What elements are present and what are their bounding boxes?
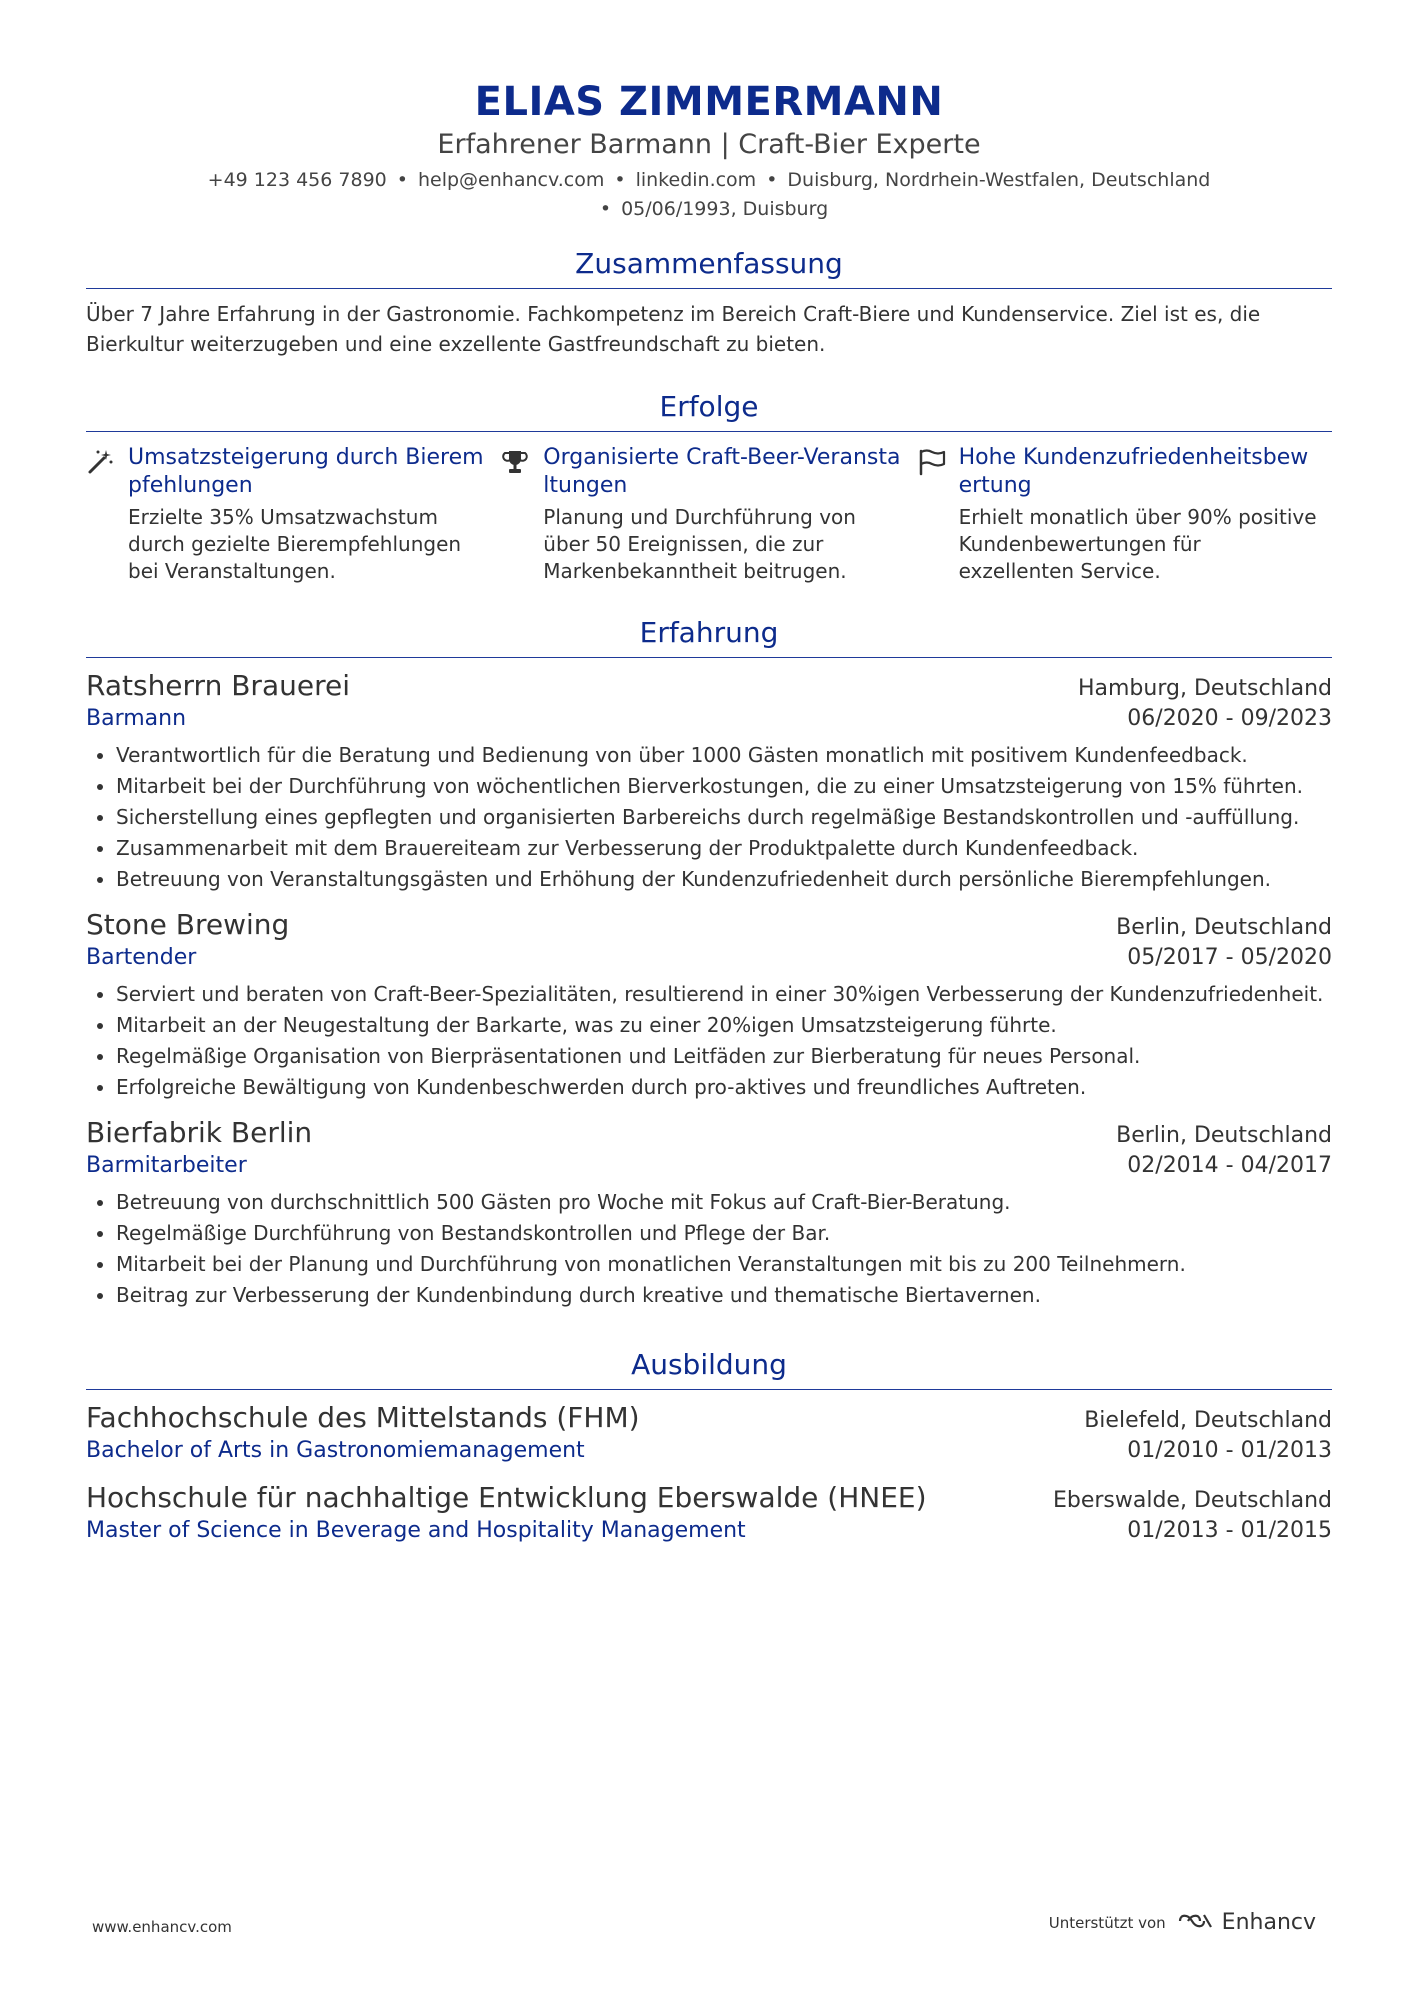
contact-line <box>86 166 1332 224</box>
job-dates: 05/2017 - 05/2020 <box>1127 945 1332 970</box>
achievement-desc: Planung und Durchführung von über 50 Ereignissen, die zur Markenbekanntheit beitrugen. <box>543 505 856 583</box>
summary-text: Über 7 Jahre Erfahrung in der Gastronomie. Fachkompetenz im Bereich Craft-Biere und Kundenservice. Ziel ist es, die Bierkultur weiterzugeben und eine exzellente Gastfreundschaft zu bieten. <box>86 302 1261 356</box>
bullet-item: • Mitarbeit bei der Planung und Durchführung von monatlichen Veranstaltungen mit bis zu 200 Teilnehmern. <box>116 1249 1332 1280</box>
powered-by-text: Unterstützt von <box>1048 1913 1166 1932</box>
achievement-item <box>501 444 916 585</box>
company-name: Bierfabrik Berlin <box>86 1116 313 1149</box>
separator: • <box>614 169 626 191</box>
bullet-item: • Verantwortlich für die Beratung und Bedienung von über 1000 Gästen monatlich mit positivem Kundenfeedback. <box>116 740 1332 771</box>
bullet-item: • Serviert und beraten von Craft-Beer-Spezialitäten, resultierend in einer 30%igen Verbesserung der Kundenzufriedenheit. <box>116 979 1332 1010</box>
education-section <box>86 1347 1332 1546</box>
trophy-icon <box>501 444 543 585</box>
job-location: Hamburg, Deutschland <box>1077 676 1332 701</box>
linkedin[interactable]: linkedin.com <box>635 169 757 191</box>
education-entry <box>86 1480 1332 1546</box>
candidate-name: ELIAS ZIMMERMANN <box>474 79 944 125</box>
achievement-desc: Erhielt monatlich über 90% positive Kundenbewertungen für exzellenten Service. <box>958 505 1317 583</box>
phone[interactable]: +49 123 456 7890 <box>207 169 387 191</box>
school-name: Hochschule für nachhaltige Entwicklung Eberswalde (HNEE) <box>86 1481 927 1514</box>
achievement-desc: Erzielte 35% Umsatzwachstum durch gezielte Bierempfehlungen bei Veranstaltungen. <box>128 505 462 583</box>
school-location: Eberswalde, Deutschland <box>1052 1488 1332 1513</box>
job-location: Berlin, Deutschland <box>1116 915 1332 940</box>
achievement-title: Umsatzsteigerung durch Bierempfehlungen <box>128 445 484 498</box>
job-entry <box>86 668 1332 895</box>
bullet-item: • Regelmäßige Durchführung von Bestandskontrollen und Pflege der Bar. <box>116 1218 1332 1249</box>
job-bullets <box>86 1187 1332 1311</box>
experience-section <box>86 615 1332 1311</box>
separator: • <box>396 169 408 191</box>
degree: Bachelor of Arts in Gastronomiemanagement <box>86 1438 585 1463</box>
job-location: Berlin, Deutschland <box>1116 1123 1332 1148</box>
birth-info: 05/06/1993, Duisburg <box>621 198 829 220</box>
school-name: Fachhochschule des Mittelstands (FHM) <box>86 1401 640 1434</box>
footer-website[interactable]: www.enhancv.com <box>92 1918 232 1936</box>
company-name: Ratsherrn Brauerei <box>86 669 350 702</box>
achievement-title: Hohe Kundenzufriedenheitsbewertung <box>958 445 1309 498</box>
resume-page <box>86 78 1332 1546</box>
bullet-item: • Erfolgreiche Bewältigung von Kundenbeschwerden durch pro-aktives und freundliches Auftreten. <box>116 1072 1332 1103</box>
achievement-title: Organisierte Craft-Beer-Veranstaltungen <box>543 445 901 498</box>
job-role: Bartender <box>86 945 197 970</box>
bullet-item: • Beitrag zur Verbesserung der Kundenbindung durch kreative und thematische Biertavernen. <box>116 1280 1332 1311</box>
bullet-item: • Betreuung von durchschnittlich 500 Gästen pro Woche mit Fokus auf Craft-Bier-Beratung. <box>116 1187 1332 1218</box>
magic-wand-icon <box>86 444 128 585</box>
job-dates: 06/2020 - 09/2023 <box>1127 706 1332 731</box>
bullet-item: • Mitarbeit bei der Durchführung von wöchentlichen Bierverkostungen, die zu einer Umsatzsteigerung von 15% führten. <box>116 771 1332 802</box>
section-title-achievements: Erfolge <box>86 389 1332 432</box>
bullet-item: • Betreuung von Veranstaltungsgästen und Erhöhung der Kundenzufriedenheit durch persönliche Bierempfehlungen. <box>116 864 1332 895</box>
separator: • <box>766 169 778 191</box>
job-entry <box>86 907 1332 1103</box>
location: Duisburg, Nordrhein-Westfalen, Deutschland <box>787 169 1211 191</box>
headline: Erfahrener Barmann | Craft-Bier Experte <box>437 129 981 160</box>
flag-icon <box>917 444 959 585</box>
achievement-item <box>917 444 1332 585</box>
achievements-section <box>86 389 1332 585</box>
section-title-education: Ausbildung <box>86 1347 1332 1390</box>
job-dates: 02/2014 - 04/2017 <box>1127 1153 1332 1178</box>
separator: • <box>599 198 612 220</box>
job-bullets <box>86 740 1332 895</box>
bullet-item: • Mitarbeit an der Neugestaltung der Barkarte, was zu einer 20%igen Umsatzsteigerung führte. <box>116 1010 1332 1041</box>
school-location: Bielefeld, Deutschland <box>1084 1408 1332 1433</box>
job-role: Barmann <box>86 706 187 731</box>
section-title-summary: Zusammenfassung <box>86 246 1332 289</box>
job-bullets <box>86 979 1332 1103</box>
summary-section <box>86 246 1332 359</box>
email[interactable]: help@enhancv.com <box>417 169 605 191</box>
company-name: Stone Brewing <box>86 908 290 941</box>
bullet-item: • Sicherstellung eines gepflegten und organisierten Barbereichs durch regelmäßige Bestandskontrollen und -auffüllung. <box>116 802 1332 833</box>
degree: Master of Science in Beverage and Hospitality Management <box>86 1518 746 1543</box>
brand-name: Enhancv <box>1221 1910 1316 1935</box>
education-entry <box>86 1400 1332 1466</box>
achievement-item <box>86 444 501 585</box>
job-entry <box>86 1115 1332 1311</box>
bullet-item: • Zusammenarbeit mit dem Brauereiteam zur Verbesserung der Produktpalette durch Kundenfeedback. <box>116 833 1332 864</box>
bullet-item: • Regelmäßige Organisation von Bierpräsentationen und Leitfäden zur Bierberatung für neues Personal. <box>116 1041 1332 1072</box>
job-role: Barmitarbeiter <box>86 1153 247 1178</box>
education-dates: 01/2010 - 01/2013 <box>1127 1438 1332 1463</box>
education-dates: 01/2013 - 01/2015 <box>1127 1518 1332 1543</box>
footer-branding <box>1049 1910 1316 1935</box>
section-title-experience: Erfahrung <box>86 615 1332 658</box>
enhancv-logo-icon <box>1178 1911 1214 1935</box>
